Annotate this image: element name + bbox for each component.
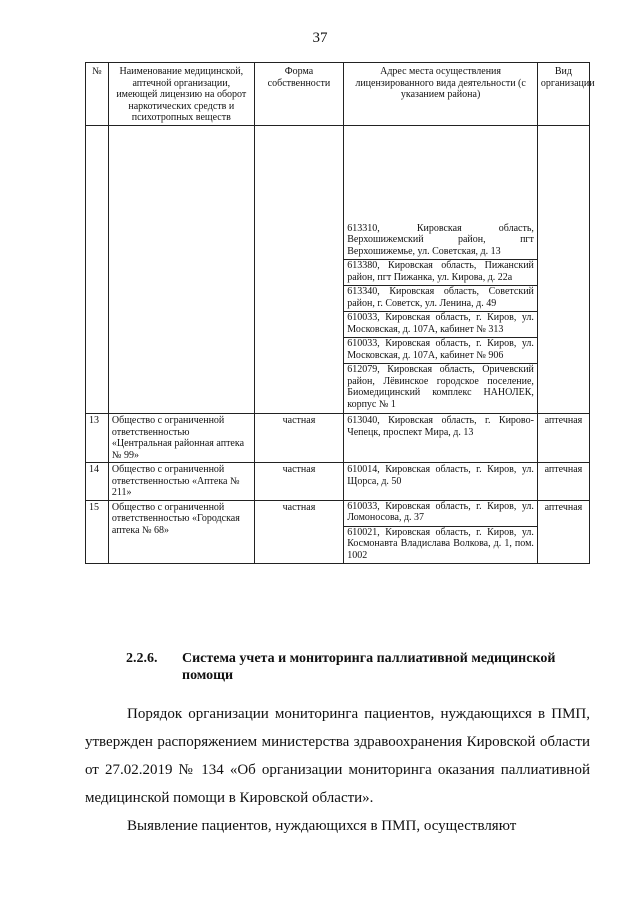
address-entry: 612079, Кировская область, Оричевский район, Лёвинское городское поселение, Биомедицинский комплекс НАНОЛЕК, корпус № 1 (344, 363, 537, 412)
section-number: 2.2.6. (126, 651, 158, 666)
address-entry: 613380, Кировская область, Пижанский район, пгт Пижанка, ул. Кирова, д. 22а (344, 259, 537, 285)
header-address: Адрес места осуществления лицензированного вида деятельности (с указанием района) (344, 63, 538, 126)
cell-name (108, 125, 254, 414)
cell-type: аптечная (537, 463, 589, 501)
table-row (86, 463, 590, 501)
cell-num (86, 125, 109, 414)
cell-ownership: частная (254, 463, 344, 501)
table-row (86, 500, 590, 564)
cell-num: 15 (86, 500, 109, 564)
cell-addresses: 610014, Кировская область, г. Киров, ул. Щорса, д. 50 (344, 463, 538, 501)
header-ownership: Форма собственности (254, 63, 344, 126)
address-entry: 613310, Кировская область, Верхошижемский район, пгт Верхошижемье, ул. Советская, д. 13 (347, 222, 534, 257)
cell-num: 13 (86, 414, 109, 463)
cell-name: Общество с ограниченной ответственностью «Центральная районная аптека № 99» (108, 414, 254, 463)
paragraph: Порядок организации мониторинга пациентов, нуждающихся в ПМП, утвержден распоряжением министерства здравоохранения Кировской области от 27.02.2019 № 134 «Об организации мониторинга оказания паллиативной медицинской помощи в Кировской области». (85, 706, 590, 806)
paragraph: Выявление пациентов, нуждающихся в ПМП, осуществляют (127, 818, 517, 834)
header-name: Наименование медицинской, аптечной организации, имеющей лицензию на оборот наркотических средств и психотропных веществ (108, 63, 254, 126)
address-entry: 610033, Кировская область, г. Киров, ул. Ломоносова, д. 37 (347, 500, 534, 523)
address-entry: 610021, Кировская область, г. Киров, ул. Космонавта Владислава Волкова, д. 1, пом. 1002 (344, 526, 537, 564)
address-entry: 610033, Кировская область, г. Киров, ул. Московская, д. 107А, кабинет № 313 (344, 311, 537, 337)
body-text (85, 700, 590, 840)
table-row (86, 414, 590, 463)
licensed-organizations-table (85, 62, 595, 564)
section-title: Система учета и мониторинга паллиативной медицинской помощи (182, 651, 556, 683)
cell-addresses: 613040, Кировская область, г. Кирово-Чепецк, проспект Мира, д. 13 (344, 414, 538, 463)
address-entry: 613340, Кировская область, Советский район, г. Советск, ул. Ленина, д. 49 (344, 285, 537, 311)
cell-ownership (254, 125, 344, 414)
cell-addresses (344, 125, 538, 414)
cell-name: Общество с ограниченной ответственностью «Городская аптека № 68» (108, 500, 254, 564)
table-header-row (86, 63, 590, 126)
cell-num: 14 (86, 463, 109, 501)
table-row (86, 125, 590, 414)
cell-ownership: частная (254, 500, 344, 564)
cell-addresses (344, 500, 538, 564)
cell-type: аптечная (537, 414, 589, 463)
cell-type: аптечная (537, 500, 589, 564)
address-entry: 610033, Кировская область, г. Киров, ул. Московская, д. 107А, кабинет № 906 (344, 337, 537, 363)
section-heading (126, 650, 596, 684)
cell-ownership: частная (254, 414, 344, 463)
cell-name: Общество с ограниченной ответственностью «Аптека № 211» (108, 463, 254, 501)
cell-type (537, 125, 589, 414)
page-number: 37 (312, 30, 328, 46)
header-type: Вид организации (537, 63, 589, 126)
header-num: № (86, 63, 109, 126)
